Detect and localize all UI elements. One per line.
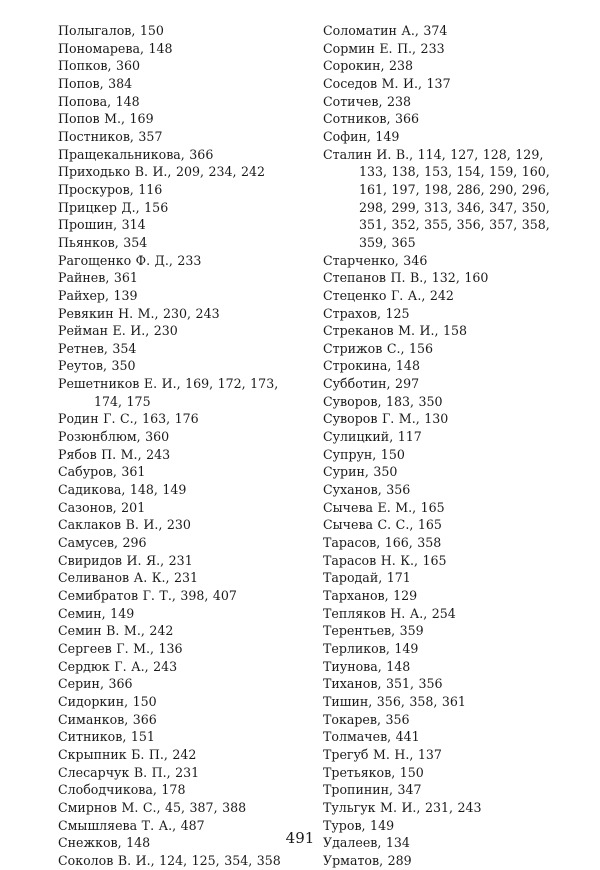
index-entry: Тропинин, 347	[323, 782, 422, 798]
page-number: 491	[285, 829, 315, 847]
index-entry: Семибратов Г. Т., 398, 407	[58, 588, 237, 603]
index-entry: Семин В. М., 242	[58, 623, 174, 639]
index-entry: Супрун, 150	[323, 446, 405, 462]
index-entry: Рейман Е. И., 230	[58, 323, 178, 339]
index-entry: Сурин, 350	[323, 464, 398, 480]
index-entry: Сотичев, 238	[323, 93, 411, 109]
index-entry: Смирнов М. С., 45, 387, 388	[58, 799, 247, 815]
index-entry: Серин, 366	[58, 676, 133, 692]
index-entry: Сидоркин, 150	[58, 693, 157, 709]
index-entry: Ревякин Н. М., 230, 243	[58, 305, 220, 321]
index-entry: Тишин, 356, 358, 361	[323, 693, 466, 709]
index-entry: Тепляков Н. А., 254	[323, 605, 456, 621]
index-entry: Туров, 149	[323, 817, 395, 833]
index-entry: Приходько В. И., 209, 234, 242	[58, 164, 266, 180]
index-entry: Третьяков, 150	[323, 764, 424, 780]
index-entry: Сулицкий, 117	[323, 429, 422, 445]
index-entry: Тарханов, 129	[323, 588, 418, 603]
index-entry: Тиунова, 148	[323, 658, 411, 674]
index-entry: Сормин Е. П., 233	[323, 40, 445, 56]
index-entry: Суханов, 356	[323, 482, 411, 498]
index-entry: Ситников, 151	[58, 729, 155, 745]
index-column-left	[58, 22, 303, 870]
index-entry: Сычева С. С., 165	[323, 517, 442, 533]
index-entry: Полыгалов, 150	[58, 23, 164, 38]
index-entry: Тарасов Н. К., 165	[323, 552, 447, 568]
index-entry: Сергеев Г. М., 136	[58, 640, 183, 656]
index-entry: Слесарчук В. П., 231	[58, 764, 200, 780]
index-entry: Самусев, 296	[58, 535, 147, 551]
index-entry: Соседов М. И., 137	[323, 75, 451, 91]
index-entry: Тиханов, 351, 356	[323, 676, 443, 692]
index-entry: Соколов В. И., 124, 125, 354, 358	[58, 852, 281, 868]
index-entry: Старченко, 346	[323, 252, 428, 268]
index-entry: Тародай, 171	[323, 570, 411, 586]
index-entry: Урматов, 289	[323, 852, 412, 868]
index-entry: Сталин И. В., 114, 127, 128, 129, 133, 138, 153, 154, 159, 160, 161, 197, 198, 286, 290, 296, 298, 299, 313, 346, 347, 350, 351, 352, 355, 356, 357, 358, 359, 365	[323, 146, 550, 250]
index-entry: Сорокин, 238	[323, 58, 414, 74]
index-entry: Попова, 148	[58, 93, 140, 109]
index-entry: Слободчикова, 178	[58, 782, 186, 798]
index-entry: Стреканов М. И., 158	[323, 323, 467, 339]
index-entry: Сычева Е. М., 165	[323, 499, 445, 515]
index-entry: Розюнблюм, 360	[58, 429, 170, 445]
index-entry: Толмачев, 441	[323, 729, 420, 745]
index-entry: Райнев, 361	[58, 270, 138, 286]
index-entry: Прицкер Д., 156	[58, 199, 169, 215]
index-entry: Трегуб М. Н., 137	[323, 746, 442, 762]
index-entry: Стрижов С., 156	[323, 340, 434, 356]
index-entry: Суворов Г. М., 130	[323, 411, 449, 427]
index-entry: Райхер, 139	[58, 287, 138, 303]
index-entry: Сотников, 366	[323, 111, 420, 127]
index-entry: Прошин, 314	[58, 217, 146, 233]
index-entry: Удалеев, 134	[323, 835, 410, 851]
index-entry: Смышляева Т. А., 487	[58, 817, 205, 833]
index-entry: Софин, 149	[323, 128, 400, 144]
index-entry: Ретнев, 354	[58, 340, 137, 356]
index-entry: Сабуров, 361	[58, 464, 146, 480]
index-entry: Пономарева, 148	[58, 40, 173, 56]
index-entry: Терентьев, 359	[323, 623, 424, 639]
index-entry: Строкина, 148	[323, 358, 420, 374]
index-entry: Сердюк Г. А., 243	[58, 658, 178, 674]
index-entry: Саклаков В. И., 230	[58, 517, 191, 533]
index-entry: Токарев, 356	[323, 711, 410, 727]
index-entry: Попков, 360	[58, 58, 141, 74]
index-entry: Рагощенко Ф. Д., 233	[58, 252, 202, 268]
index-entry: Садикова, 148, 149	[58, 482, 187, 498]
index-entry: Суворов, 183, 350	[323, 393, 443, 409]
index-entry: Тарасов, 166, 358	[323, 535, 442, 551]
index-entry: Постников, 357	[58, 128, 163, 144]
index-entry: Селиванов А. К., 231	[58, 570, 198, 586]
index-entry: Попов М., 169	[58, 111, 154, 127]
index-entry: Тульгук М. И., 231, 243	[323, 799, 482, 815]
index-entry: Рябов П. М., 243	[58, 446, 171, 462]
index-entry: Попов, 384	[58, 75, 133, 91]
index-entry: Семин, 149	[58, 605, 135, 621]
index-entry: Терликов, 149	[323, 640, 419, 656]
index-entry: Пращекальникова, 366	[58, 146, 214, 162]
index-entry: Проскуров, 116	[58, 181, 163, 197]
index-entry: Снежков, 148	[58, 835, 151, 851]
index-entry: Стеценко Г. А., 242	[323, 287, 454, 303]
index-entry: Решетников Е. И., 169, 172, 173, 174, 175	[58, 376, 279, 409]
index-entry: Свиридов И. Я., 231	[58, 552, 193, 568]
index-entry: Пьянков, 354	[58, 234, 148, 250]
index-column-right	[323, 22, 573, 870]
index-entry: Реутов, 350	[58, 358, 136, 374]
index-entry: Субботин, 297	[323, 376, 420, 392]
index-entry: Родин Г. С., 163, 176	[58, 411, 199, 427]
index-entry: Скрыпник Б. П., 242	[58, 746, 197, 762]
index-entry: Степанов П. В., 132, 160	[323, 270, 489, 286]
index-entry: Соломатин А., 374	[323, 23, 448, 38]
index-entry: Сазонов, 201	[58, 499, 146, 515]
index-entry: Симанков, 366	[58, 711, 157, 727]
index-entry: Страхов, 125	[323, 305, 410, 321]
